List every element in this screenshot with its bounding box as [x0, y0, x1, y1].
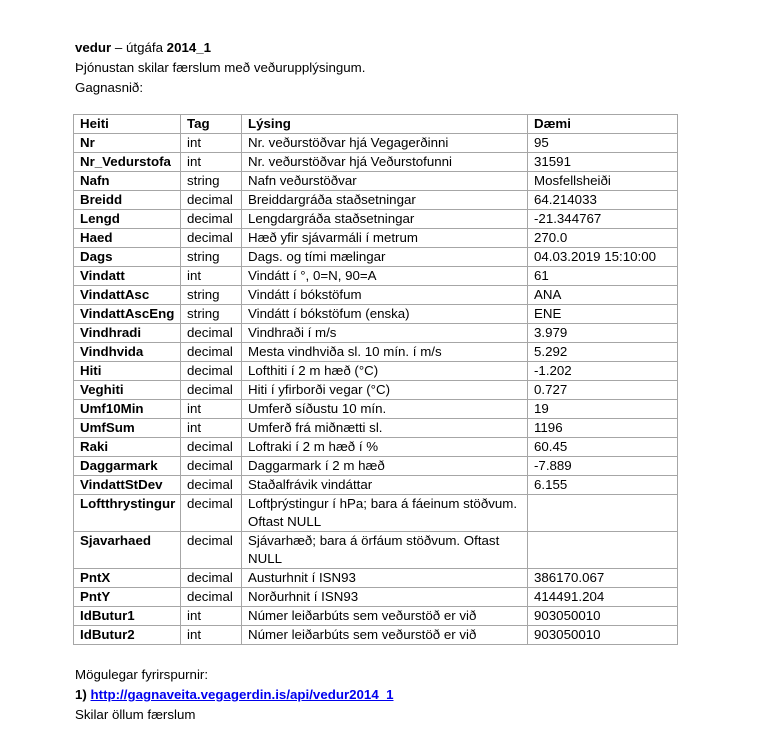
field-name-cell: Vindhvida — [74, 343, 181, 362]
table-row — [74, 172, 678, 191]
field-description-cell: Loftraki í 2 m hæð í % — [242, 438, 528, 457]
field-name-cell: Hiti — [74, 362, 181, 381]
service-description: Þjónustan skilar færslum með veðurupplýsingum. — [75, 60, 366, 75]
data-format-label: Gagnasnið: — [75, 80, 144, 95]
service-version: 2014_1 — [166, 40, 212, 55]
field-example-cell: 64.214033 — [528, 191, 678, 210]
field-example-cell: -1.202 — [528, 362, 678, 381]
query-url-link[interactable]: http://gagnaveita.vegagerdin.is/api/vedur2014_1 — [90, 687, 394, 702]
table-row — [74, 495, 678, 532]
table-row — [74, 362, 678, 381]
column-header-type: Tag — [181, 115, 242, 134]
field-name-cell: Nafn — [74, 172, 181, 191]
field-example-cell: 19 — [528, 400, 678, 419]
field-example-cell — [528, 495, 678, 532]
field-description-cell: Nr. veðurstöðvar hjá Veðurstofunni — [242, 153, 528, 172]
field-name-cell: Daggarmark — [74, 457, 181, 476]
field-name-cell: IdButur2 — [74, 626, 181, 645]
field-example-cell: 903050010 — [528, 607, 678, 626]
field-example-cell: 414491.204 — [528, 588, 678, 607]
version-separator: – útgáfa — [111, 40, 167, 55]
field-type-cell: decimal — [181, 362, 242, 381]
field-example-cell: 6.155 — [528, 476, 678, 495]
field-name-cell: Veghiti — [74, 381, 181, 400]
field-example-cell: 1196 — [528, 419, 678, 438]
field-example-cell: 5.292 — [528, 343, 678, 362]
field-name-cell: Dags — [74, 248, 181, 267]
field-description-cell: Vindátt í °, 0=N, 90=A — [242, 267, 528, 286]
field-example-cell: 386170.067 — [528, 569, 678, 588]
field-type-cell: decimal — [181, 191, 242, 210]
field-type-cell: decimal — [181, 569, 242, 588]
field-name-cell: PntY — [74, 588, 181, 607]
field-type-cell: string — [181, 248, 242, 267]
table-row — [74, 532, 678, 569]
field-example-cell: 61 — [528, 267, 678, 286]
field-name-cell: Sjavarhaed — [74, 532, 181, 569]
field-description-cell: Vindátt í bókstöfum — [242, 286, 528, 305]
table-row — [74, 569, 678, 588]
field-type-cell: decimal — [181, 588, 242, 607]
field-example-cell: 95 — [528, 134, 678, 153]
field-name-cell: VindattAscEng — [74, 305, 181, 324]
field-description-cell: Norðurhnit í ISN93 — [242, 588, 528, 607]
field-description-cell: Umferð síðustu 10 mín. — [242, 400, 528, 419]
field-type-cell: decimal — [181, 532, 242, 569]
field-type-cell: decimal — [181, 495, 242, 532]
field-example-cell: -7.889 — [528, 457, 678, 476]
field-description-cell: Vindhraði í m/s — [242, 324, 528, 343]
table-row — [74, 343, 678, 362]
field-example-cell: 270.0 — [528, 229, 678, 248]
field-type-cell: int — [181, 400, 242, 419]
field-example-cell: Mosfellsheiði — [528, 172, 678, 191]
field-description-cell: Austurhnit í ISN93 — [242, 569, 528, 588]
field-description-cell: Daggarmark í 2 m hæð — [242, 457, 528, 476]
table-row — [74, 607, 678, 626]
field-name-cell: Vindhradi — [74, 324, 181, 343]
field-name-cell: Raki — [74, 438, 181, 457]
field-description-cell: Loftþrýstingur í hPa; bara á fáeinum stöðvum. Oftast NULL — [242, 495, 528, 532]
table-row — [74, 210, 678, 229]
data-format-table — [73, 114, 678, 645]
field-description-cell: Lofthiti í 2 m hæð (°C) — [242, 362, 528, 381]
query-number: 1) — [75, 687, 91, 702]
column-header-name: Heiti — [74, 115, 181, 134]
field-type-cell: int — [181, 626, 242, 645]
service-name: vedur — [75, 40, 112, 55]
field-name-cell: IdButur1 — [74, 607, 181, 626]
table-row — [74, 134, 678, 153]
field-description-cell: Staðalfrávik vindáttar — [242, 476, 528, 495]
field-description-cell: Mesta vindhviða sl. 10 mín. í m/s — [242, 343, 528, 362]
table-row — [74, 476, 678, 495]
table-row — [74, 191, 678, 210]
field-description-cell: Vindátt í bókstöfum (enska) — [242, 305, 528, 324]
field-type-cell: decimal — [181, 324, 242, 343]
field-type-cell: decimal — [181, 438, 242, 457]
field-description-cell: Númer leiðarbúts sem veðurstöð er við — [242, 607, 528, 626]
table-body — [74, 134, 678, 645]
field-example-cell: -21.344767 — [528, 210, 678, 229]
table-row — [74, 248, 678, 267]
field-type-cell: decimal — [181, 476, 242, 495]
field-type-cell: decimal — [181, 457, 242, 476]
field-example-cell: ENE — [528, 305, 678, 324]
field-type-cell: string — [181, 305, 242, 324]
column-header-description: Lýsing — [242, 115, 528, 134]
document-header — [75, 38, 365, 98]
query-item — [75, 685, 394, 705]
field-name-cell: Lengd — [74, 210, 181, 229]
field-description-cell: Breiddargráða staðsetningar — [242, 191, 528, 210]
table-row — [74, 324, 678, 343]
field-description-cell: Umferð frá miðnætti sl. — [242, 419, 528, 438]
field-type-cell: decimal — [181, 381, 242, 400]
service-title — [75, 38, 365, 58]
document-footer — [75, 665, 394, 725]
field-name-cell: Loftthrystingur — [74, 495, 181, 532]
field-name-cell: Haed — [74, 229, 181, 248]
field-type-cell: int — [181, 607, 242, 626]
table-row — [74, 419, 678, 438]
field-description-cell: Hiti í yfirborði vegar (°C) — [242, 381, 528, 400]
field-example-cell — [528, 532, 678, 569]
field-example-cell: 903050010 — [528, 626, 678, 645]
field-name-cell: UmfSum — [74, 419, 181, 438]
table-row — [74, 153, 678, 172]
table-row — [74, 438, 678, 457]
field-type-cell: int — [181, 134, 242, 153]
field-type-cell: int — [181, 419, 242, 438]
field-example-cell: 60.45 — [528, 438, 678, 457]
field-example-cell: 31591 — [528, 153, 678, 172]
field-example-cell: 3.979 — [528, 324, 678, 343]
field-type-cell: int — [181, 267, 242, 286]
field-type-cell: string — [181, 286, 242, 305]
table-row — [74, 400, 678, 419]
table-header-row — [74, 115, 678, 134]
field-description-cell: Nr. veðurstöðvar hjá Vegagerðinni — [242, 134, 528, 153]
field-type-cell: int — [181, 153, 242, 172]
field-description-cell: Dags. og tími mælingar — [242, 248, 528, 267]
column-header-example: Dæmi — [528, 115, 678, 134]
table-row — [74, 229, 678, 248]
field-type-cell: decimal — [181, 343, 242, 362]
table-row — [74, 588, 678, 607]
field-description-cell: Hæð yfir sjávarmáli í metrum — [242, 229, 528, 248]
queries-label: Mögulegar fyrirspurnir: — [75, 667, 209, 682]
field-name-cell: Breidd — [74, 191, 181, 210]
query-description: Skilar öllum færslum — [75, 707, 196, 722]
table-row — [74, 267, 678, 286]
field-example-cell: ANA — [528, 286, 678, 305]
field-name-cell: PntX — [74, 569, 181, 588]
table-row — [74, 457, 678, 476]
field-description-cell: Lengdargráða staðsetningar — [242, 210, 528, 229]
field-description-cell: Númer leiðarbúts sem veðurstöð er við — [242, 626, 528, 645]
field-type-cell: decimal — [181, 229, 242, 248]
field-type-cell: decimal — [181, 210, 242, 229]
field-description-cell: Nafn veðurstöðvar — [242, 172, 528, 191]
field-type-cell: string — [181, 172, 242, 191]
field-name-cell: VindattAsc — [74, 286, 181, 305]
table-row — [74, 286, 678, 305]
table-row — [74, 381, 678, 400]
table-row — [74, 626, 678, 645]
field-name-cell: Nr — [74, 134, 181, 153]
field-name-cell: VindattStDev — [74, 476, 181, 495]
table-row — [74, 305, 678, 324]
field-example-cell: 0.727 — [528, 381, 678, 400]
field-name-cell: Nr_Vedurstofa — [74, 153, 181, 172]
field-name-cell: Vindatt — [74, 267, 181, 286]
field-description-cell: Sjávarhæð; bara á örfáum stöðvum. Oftast NULL — [242, 532, 528, 569]
field-name-cell: Umf10Min — [74, 400, 181, 419]
field-example-cell: 04.03.2019 15:10:00 — [528, 248, 678, 267]
